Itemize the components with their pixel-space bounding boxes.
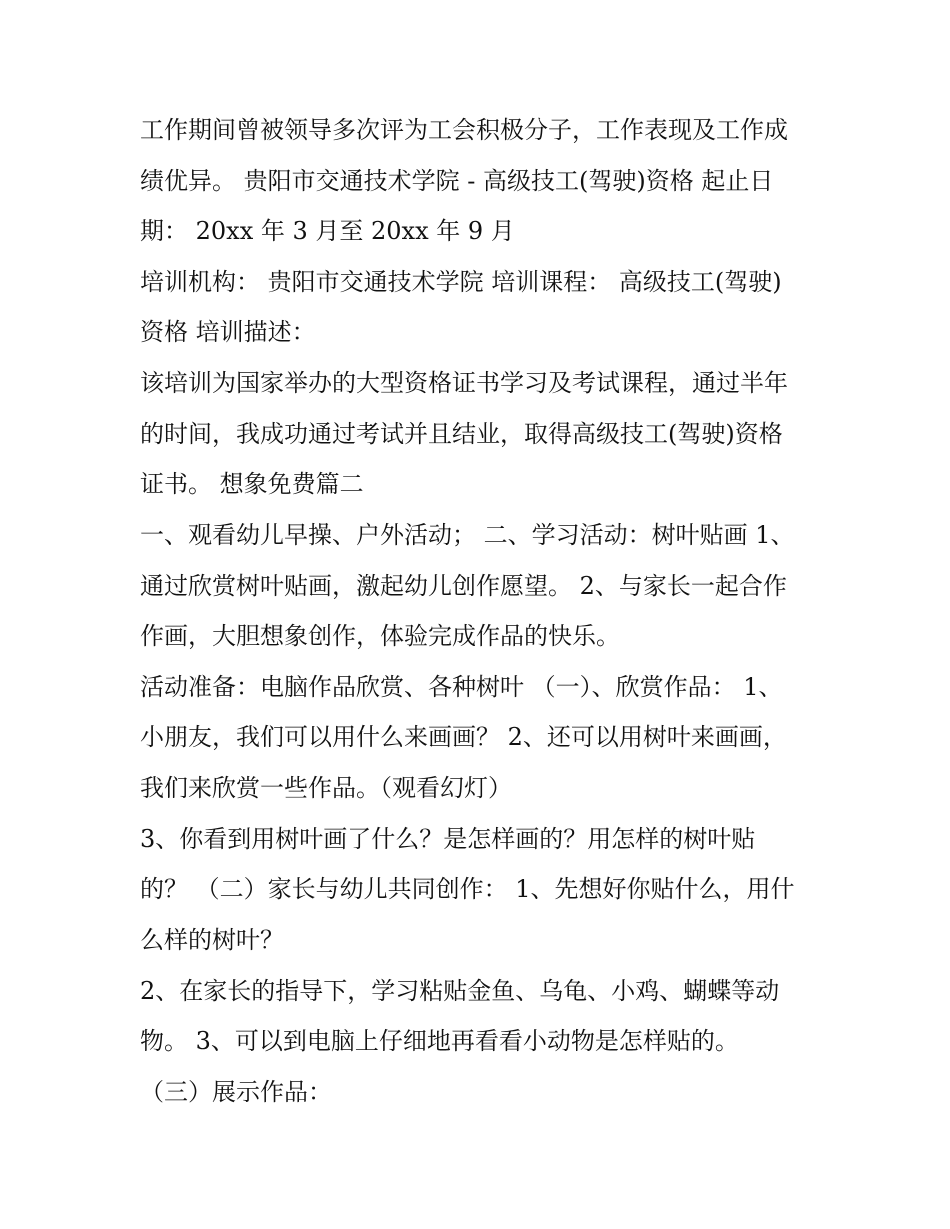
- text-line: 期： 20xx 年 3 月至 20xx 年 9 月: [140, 217, 515, 245]
- text-line: 通过欣赏树叶贴画，激起幼儿创作愿望。 2、与家长一起合作: [140, 572, 787, 600]
- text-line: 该培训为国家举办的大型资格证书学习及考试课程，通过半年: [140, 369, 788, 397]
- text-line: 么样的树叶？: [140, 926, 284, 954]
- text-line: 物。 3、可以到电脑上仔细地再看看小动物是怎样贴的。: [140, 1027, 739, 1055]
- text-line: 我们来欣赏一些作品。（观看幻灯）: [140, 774, 512, 802]
- text-line: （三）展示作品：: [140, 1078, 332, 1106]
- text-line: 作画，大胆想象创作，体验完成作品的快乐。: [140, 622, 620, 650]
- text-line: 活动准备：电脑作品欣赏、各种树叶 （一）、欣赏作品： 1、: [140, 673, 783, 701]
- text-line: 的时间，我成功通过考试并且结业，取得高级技工(驾驶)资格: [140, 420, 783, 448]
- text-line: 小朋友，我们可以用什么来画画？ 2、还可以用树叶来画画，: [140, 723, 787, 751]
- text-line: 资格 培训描述：: [140, 318, 316, 346]
- text-line: 2、在家长的指导下，学习粘贴金鱼、乌龟、小鸡、蝴蝶等动: [140, 977, 780, 1005]
- text-line: 绩优异。 贵阳市交通技术学院 - 高级技工(驾驶)资格 起止日: [140, 167, 774, 195]
- text-line: 证书。 想象免费篇二: [140, 470, 364, 498]
- text-line: 工作期间曾被领导多次评为工会积极分子，工作表现及工作成: [140, 116, 788, 144]
- text-line: 3、你看到用树叶画了什么？是怎样画的？用怎样的树叶贴: [140, 825, 756, 853]
- text-line: 一、观看幼儿早操、户外活动； 二、学习活动：树叶贴画 1、: [140, 521, 795, 549]
- text-line: 的？ （二）家长与幼儿共同创作： 1、先想好你贴什么，用什: [140, 875, 795, 903]
- text-line: 培训机构： 贵阳市交通技术学院 培训课程： 高级技工(驾驶): [140, 268, 782, 296]
